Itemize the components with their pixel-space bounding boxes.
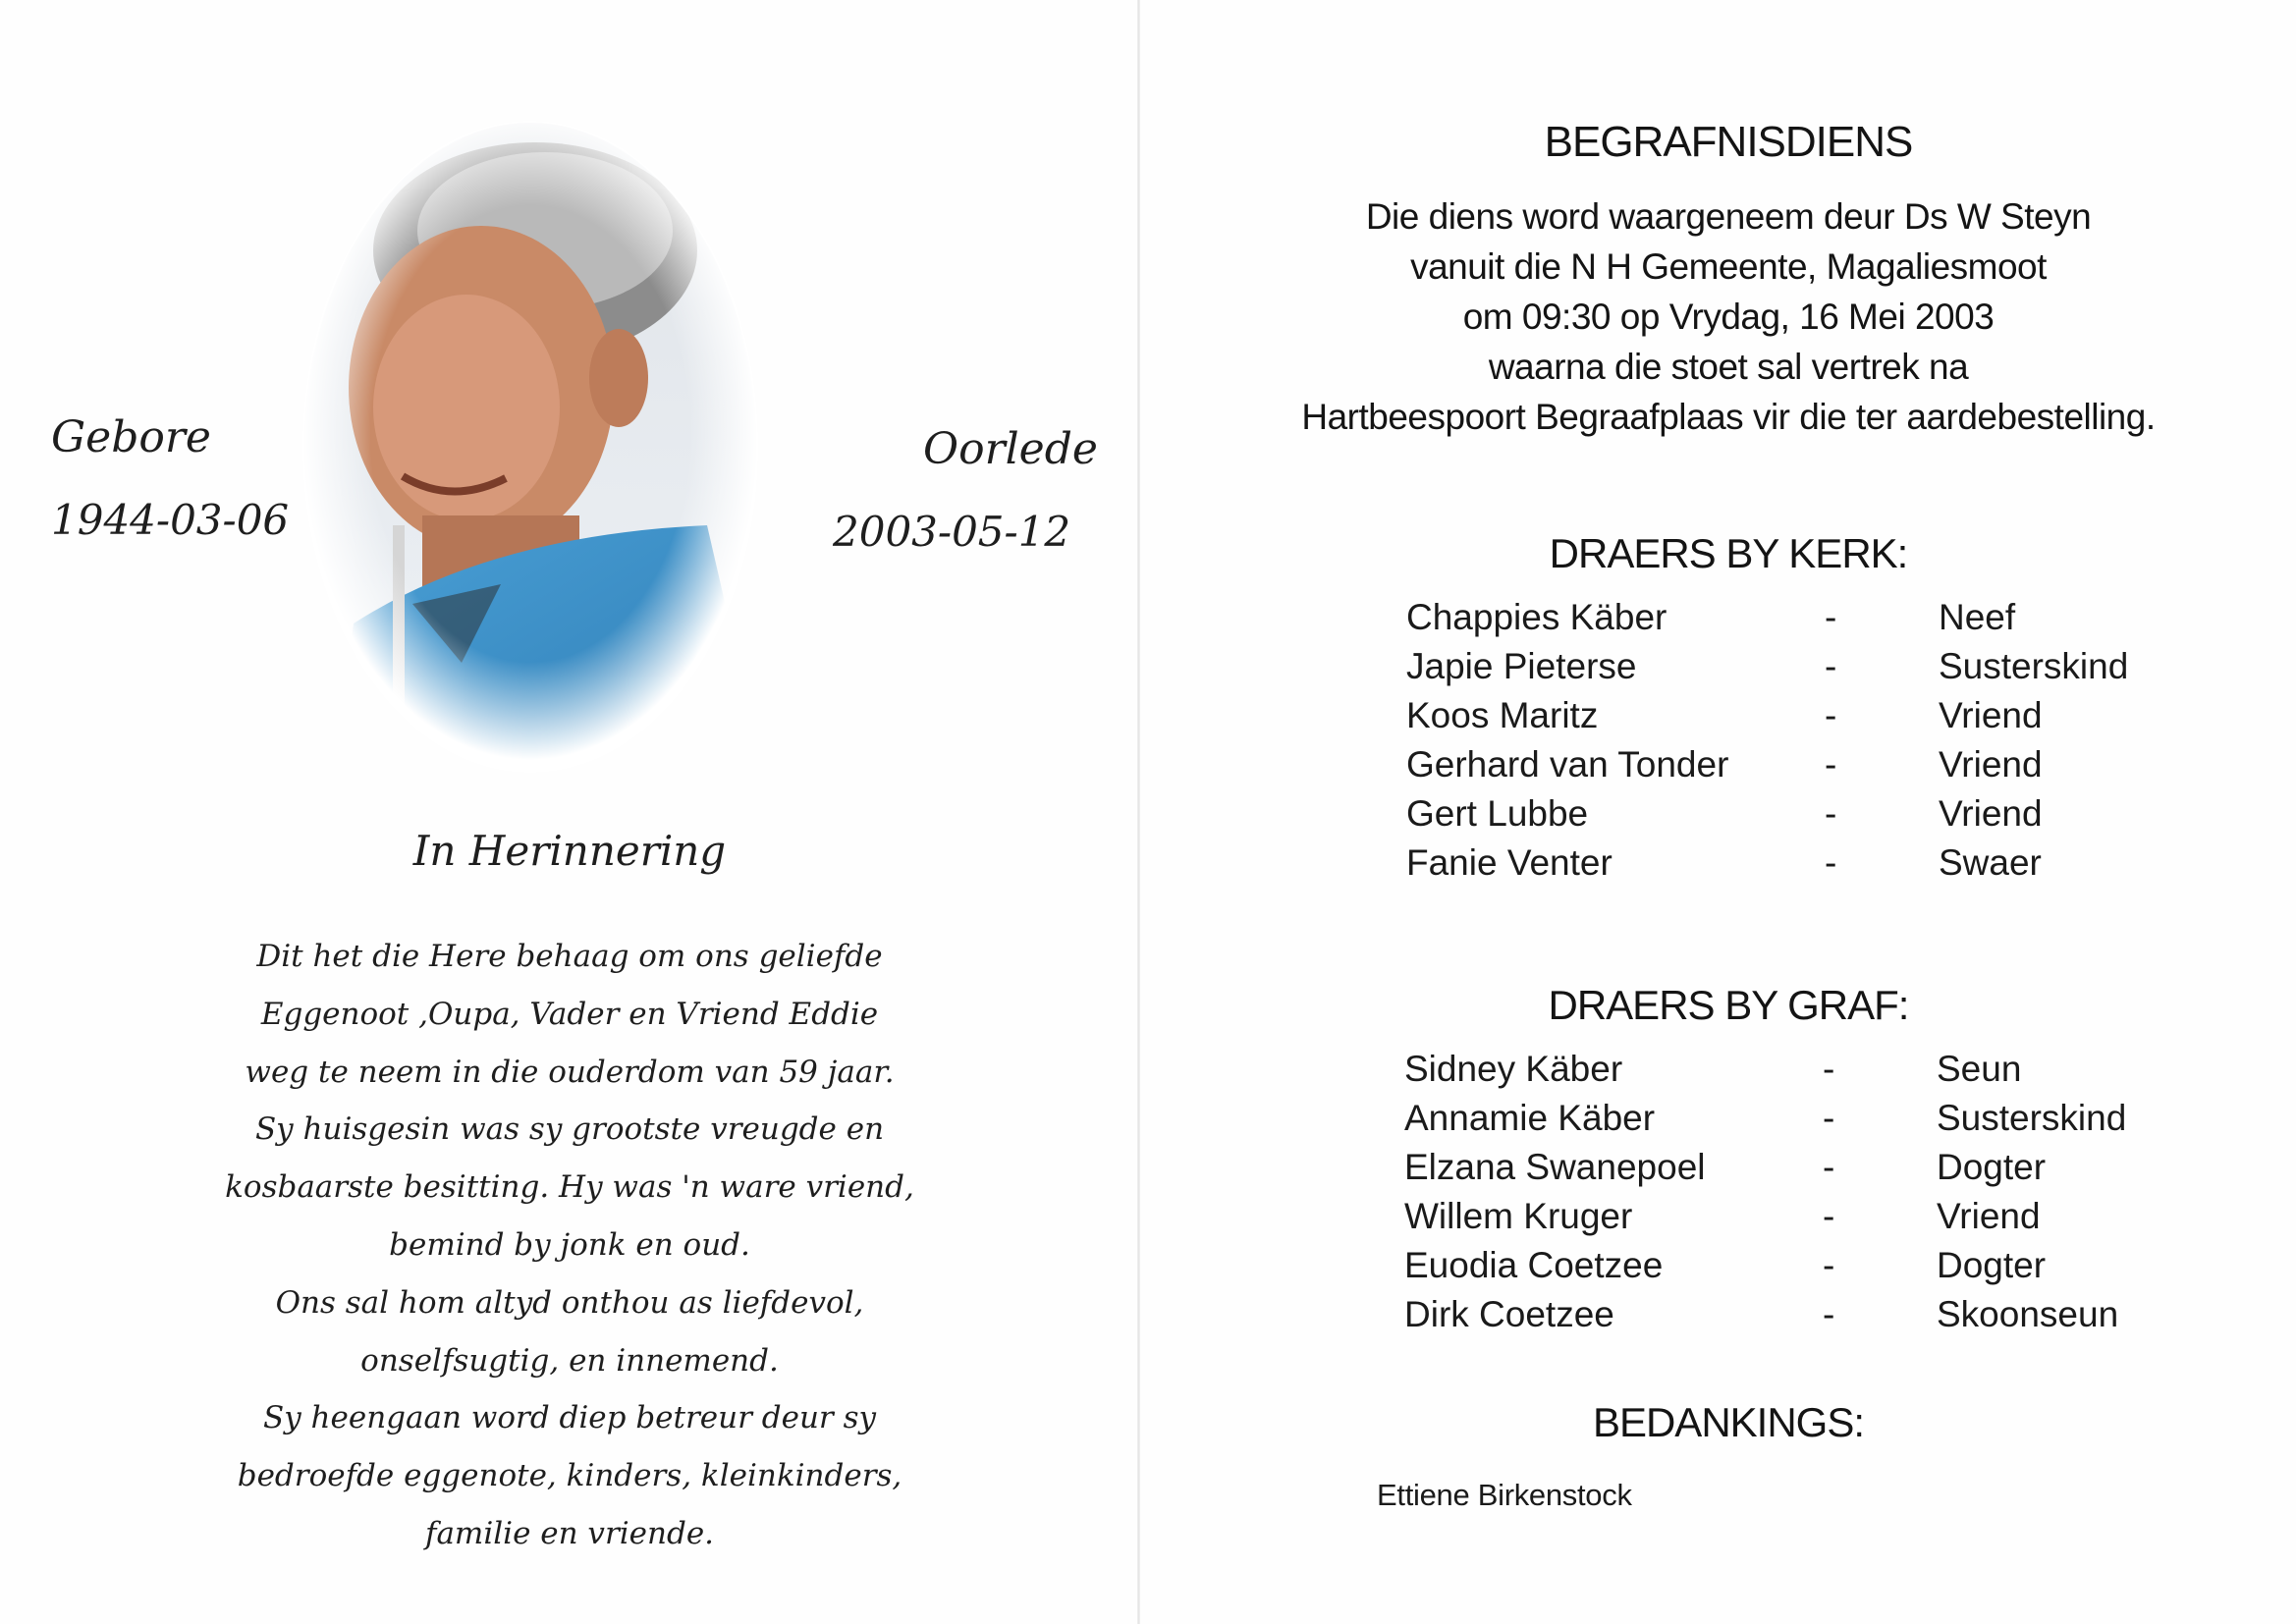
grave-bearers-list [1404, 1049, 2170, 1343]
bearer-relation: Neef [1939, 597, 2016, 637]
born-label: Gebore [51, 412, 211, 462]
card-fold [1137, 0, 1140, 1624]
thanks-name: Ettiene Birkenstock [1377, 1478, 1632, 1512]
bearer-name: Koos Maritz [1406, 695, 1599, 735]
memory-line: Eggenoot ,Oupa, Vader en Vriend Eddie [260, 996, 879, 1032]
memory-line: onselfsugtig, en innemend. [360, 1342, 779, 1379]
bearer-name: Sidney Käber [1404, 1049, 1623, 1089]
memory-line: bedroefde eggenote, kinders, kleinkinders, [237, 1458, 902, 1494]
service-line: Hartbeespoort Begraafplaas vir die ter aardebestelling. [1301, 397, 2156, 437]
memory-line: Ons sal hom altyd onthou as liefdevol, [275, 1284, 864, 1321]
bearer-dash: - [1825, 646, 1837, 686]
bearer-row [1406, 793, 2172, 842]
bearer-dash: - [1825, 597, 1837, 637]
bearer-relation: Vriend [1937, 1196, 2041, 1236]
died-label: Oorlede [923, 424, 1098, 474]
bearer-row [1404, 1049, 2170, 1098]
service-line: vanuit die N H Gemeente, Magaliesmoot [1410, 246, 2047, 287]
bearer-name: Annamie Käber [1404, 1098, 1656, 1138]
service-line: om 09:30 op Vrydag, 16 Mei 2003 [1462, 297, 1995, 337]
grave-bearers-heading: DRAERS BY GRAF: [1548, 982, 1909, 1028]
bearer-row [1404, 1098, 2170, 1147]
born-date: 1944-03-06 [51, 496, 290, 544]
bearer-dash: - [1825, 842, 1837, 883]
bearer-row [1406, 744, 2172, 793]
memory-title: In Herinnering [412, 827, 727, 875]
memory-line: bemind by jonk en oud. [389, 1226, 750, 1263]
bearer-row [1406, 695, 2172, 744]
bearer-relation: Vriend [1939, 744, 2043, 785]
memory-line: Dit het die Here behaag om ons geliefde [256, 939, 883, 974]
memory-line: Sy huisgesin was sy grootste vreugde en [254, 1111, 885, 1148]
bearer-relation: Dogter [1937, 1245, 2047, 1285]
bearer-relation: Vriend [1939, 695, 2043, 735]
bearer-name: Dirk Coetzee [1404, 1294, 1614, 1334]
bearer-relation: Skoonseun [1937, 1294, 2119, 1334]
portrait-photo [295, 113, 766, 781]
bearer-dash: - [1825, 793, 1837, 834]
bearer-row [1404, 1196, 2170, 1245]
service-title: BEGRAFNISDIENS [1544, 118, 1913, 166]
bearer-dash: - [1823, 1196, 1835, 1236]
bearer-name: Euodia Coetzee [1404, 1245, 1664, 1285]
bearer-dash: - [1823, 1098, 1835, 1138]
memory-line: weg te neem in die ouderdom van 59 jaar. [245, 1054, 895, 1090]
bearer-dash: - [1823, 1245, 1835, 1285]
bearer-dash: - [1823, 1147, 1835, 1187]
bearer-row [1404, 1147, 2170, 1196]
bearer-dash: - [1825, 695, 1837, 735]
bearer-name: Japie Pieterse [1406, 646, 1637, 686]
bearer-name: Willem Kruger [1404, 1196, 1633, 1236]
church-bearers-list [1406, 597, 2172, 892]
bearer-relation: Vriend [1939, 793, 2043, 834]
bearer-row [1406, 646, 2172, 695]
bearer-name: Chappies Käber [1406, 597, 1667, 637]
bearer-name: Gerhard van Tonder [1406, 744, 1729, 785]
memory-line: kosbaarste besitting. Hy was 'n ware vriend, [225, 1169, 914, 1206]
bearer-relation: Swaer [1939, 842, 2042, 883]
bearer-row [1404, 1245, 2170, 1294]
died-date: 2003-05-12 [833, 508, 1071, 556]
service-details [1218, 191, 2239, 442]
church-bearers-heading: DRAERS BY KERK: [1549, 530, 1908, 576]
memory-line: familie en vriende. [424, 1515, 715, 1551]
bearer-dash: - [1823, 1294, 1835, 1334]
service-line: waarna die stoet sal vertrek na [1488, 347, 1969, 387]
bearer-row [1406, 842, 2172, 892]
bearer-relation: Dogter [1937, 1147, 2047, 1187]
bearer-name: Elzana Swanepoel [1404, 1147, 1706, 1187]
bearer-dash: - [1825, 744, 1837, 785]
bearer-row [1404, 1294, 2170, 1343]
bearer-name: Fanie Venter [1406, 842, 1613, 883]
service-line: Die diens word waargeneem deur Ds W Steyn [1365, 196, 2092, 237]
thanks-heading: BEDANKINGS: [1592, 1399, 1865, 1445]
bearer-name: Gert Lubbe [1406, 793, 1589, 834]
bearer-relation: Susterskind [1939, 646, 2129, 686]
memory-text [177, 928, 962, 1563]
bearer-dash: - [1823, 1049, 1835, 1089]
bearer-row [1406, 597, 2172, 646]
bearer-relation: Seun [1937, 1049, 2022, 1089]
bearer-relation: Susterskind [1937, 1098, 2127, 1138]
memory-line: Sy heengaan word diep betreur deur sy [262, 1400, 877, 1436]
